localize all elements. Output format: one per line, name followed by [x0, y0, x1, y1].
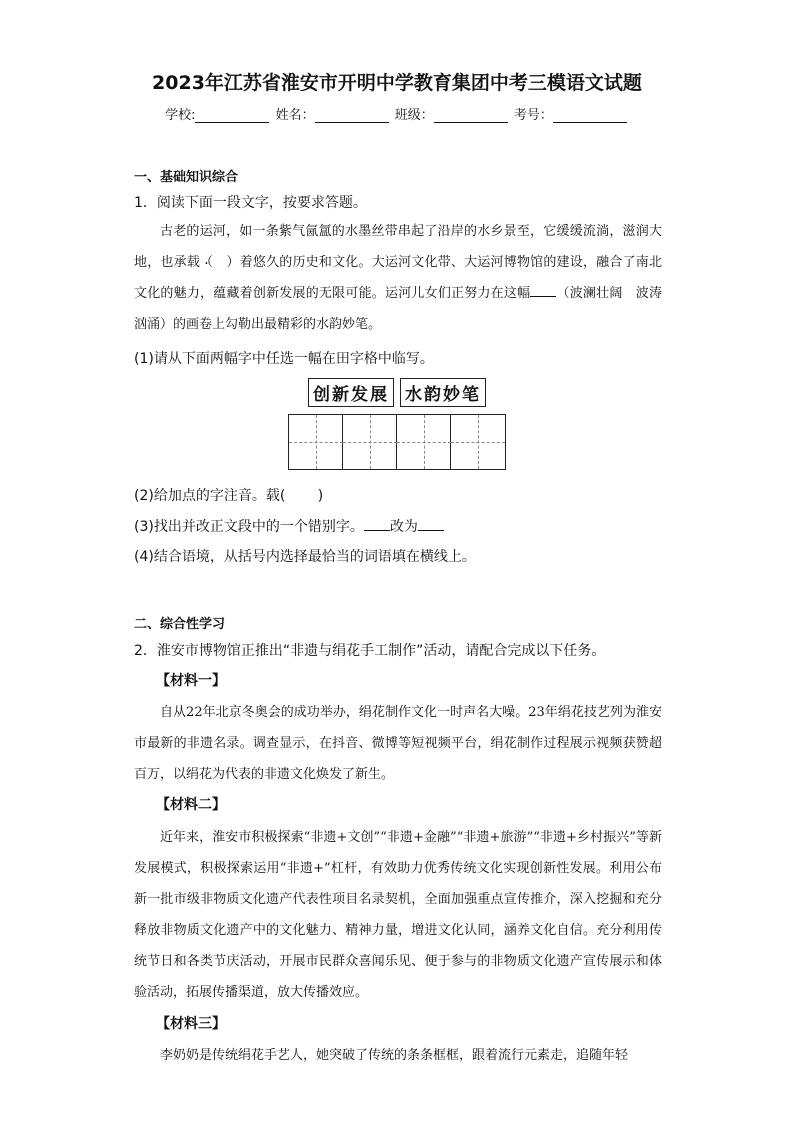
class-label: 班级：: [394, 108, 434, 123]
question-1: 1．阅读下面一段文字，按要求答题。: [134, 195, 367, 211]
sub-question-2: (2)给加点的字注音。载( ): [134, 488, 324, 504]
calligraphy-sample-a: 创新发展: [308, 378, 394, 407]
material-2-paragraph: 近年来，淮安市积极探索“非遗+文创”“非遗+金融”“非遗+旅游”“非遗+乡村振兴”等新发展模式，积极探索运用“非遗+”杠杆，有效助力优秀传统文化实现创新性发展。利用公布新一批市级非物质文化遗产代表性项目名录契机，全面加强重点宣传推介，深入挖掘和充分释放非物质文化遗产中的文化魅力、精神力量，增进文化认同，涵养文化自信。充分利用传统节日和各类节庆活动，开展市民群众喜闻乐见、便于参与的非物质文化遗产宣传展示和体验活动，拓展传播渠道，放大传播效应。: [134, 830, 662, 1000]
exam-no-label: 考号：: [513, 108, 553, 123]
name-field[interactable]: [315, 108, 389, 123]
material-2-title: 【材料二】: [156, 797, 226, 813]
sub-question-1: (1)请从下面两幅字中任选一幅在田字格中临写。: [134, 351, 434, 367]
name-label: 姓名：: [275, 108, 315, 123]
dotted-char: 载 ·: [187, 255, 200, 270]
question-2: 2．淮安市博物馆正推出“非遗与绢花手工制作”活动，请配合完成以下任务。: [134, 643, 606, 659]
sub-question-3: [134, 516, 444, 536]
sub-question-3-text: (3)找出并改正文段中的一个错别字。: [134, 519, 364, 535]
material-1-text: [134, 697, 662, 790]
grid-cell[interactable]: [451, 415, 505, 469]
grid-cell[interactable]: [397, 415, 451, 469]
student-info-line: [0, 104, 794, 123]
material-3-title: 【材料三】: [156, 1016, 226, 1032]
exam-no-field[interactable]: [553, 108, 627, 123]
material-3-text: [134, 1040, 662, 1071]
calligraphy-sample-b: 水韵妙笔: [400, 378, 486, 407]
sub-question-4: (4)结合语境，从括号内选择最恰当的词语填在横线上。: [134, 549, 476, 565]
grid-cell[interactable]: [343, 415, 397, 469]
correct-char-blank[interactable]: [418, 518, 444, 531]
material-1-paragraph: 自从22年北京冬奥会的成功举办，绢花制作文化一时声名大噪。23年绢花技艺列为淮安市最新的非遗名录。调查显示，在抖音、微博等短视频平台，绢花制作过程展示视频获赞超百万，以绢花为代表的非遗文化焕发了新生。: [134, 705, 662, 782]
school-label: 学校:: [165, 108, 196, 123]
material-2-text: [134, 822, 662, 1008]
school-field[interactable]: [195, 108, 269, 123]
section1-heading: 一、基础知识综合: [134, 170, 239, 185]
material-1-title: 【材料一】: [156, 673, 226, 689]
page-title: 2023年江苏省淮安市开明中学教育集团中考三模语文试题: [152, 72, 642, 94]
section2-heading: 二、综合性学习: [134, 617, 226, 632]
sub-question-3-mid: 改为: [389, 519, 418, 535]
wrong-char-blank[interactable]: [364, 518, 390, 531]
material-3-paragraph: 李奶奶是传统绢花手艺人，她突破了传统的条条框框，跟着流行元素走，追随年轻: [160, 1048, 629, 1063]
class-field[interactable]: [434, 108, 508, 123]
grid-cell[interactable]: [289, 415, 343, 469]
passage-text-2: （ ）着悠久的历史和文化。大运河文化带、大运河博物馆的建设，融合了南北文化的魅力，蕴藏着创新发展的无限可能。运河儿女们正努力在这幅: [134, 255, 662, 301]
passage-1: [134, 216, 662, 340]
passage-blank[interactable]: [530, 284, 556, 297]
tian-grid[interactable]: [288, 414, 506, 470]
passage-text-3: （波澜壮阔 波涛汹涌）的画卷上勾勒出最精彩的水韵妙笔。: [134, 286, 662, 332]
passage-text-1: 古老的运河，如一条紫气氤氲的水墨丝带串起了沿岸的水乡景至，它缓缓流淌，滋润大地，也承: [134, 224, 662, 270]
